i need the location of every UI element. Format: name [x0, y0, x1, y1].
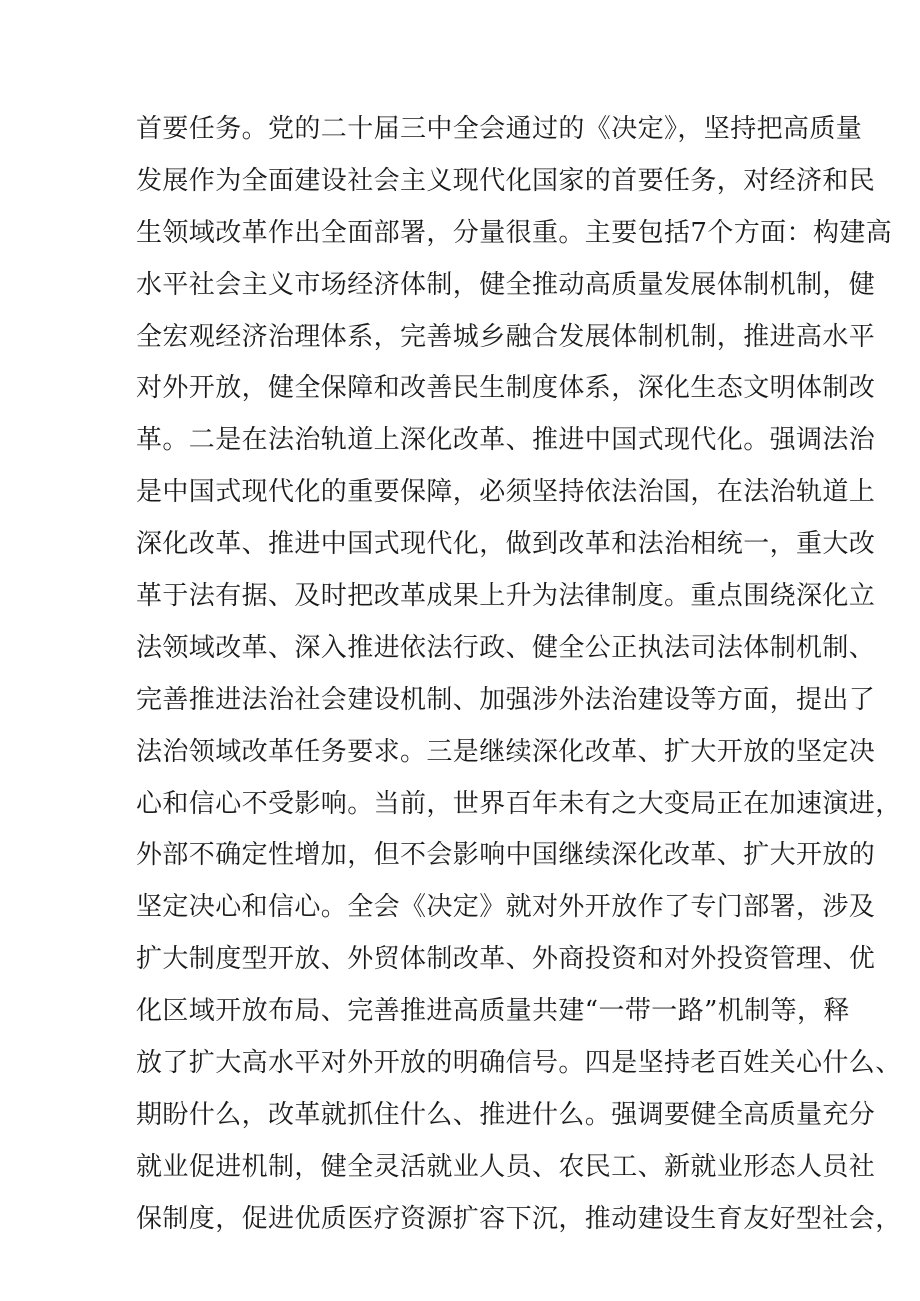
- text-line: 全宏观经济治理体系，完善城乡融合发展体制机制，推进高水平: [136, 321, 876, 352]
- text-line: 心和信心不受影响。当前，世界百年未有之大变局正在加速演进，: [136, 788, 902, 819]
- text-line: 是中国式现代化的重要保障，必须坚持依法治国，在法治轨道上: [136, 477, 876, 508]
- text-line: 革。二是在法治轨道上深化改革、推进中国式现代化。强调法治: [136, 425, 876, 456]
- text-line: 生领域改革作出全面部署，分量很重。主要包括7个方面：构建高: [136, 217, 893, 248]
- text-line: 完善推进法治社会建设机制、加强涉外法治建设等方面，提出了: [136, 684, 876, 715]
- text-line: 革于法有据、及时把改革成果上升为法律制度。重点围绕深化立: [136, 581, 876, 612]
- text-line: 首要任务。党的二十届三中全会通过的《决定》，坚持把高质量: [136, 114, 863, 144]
- text-line: 外部不确定性增加，但不会影响中国继续深化改革、扩大开放的: [136, 840, 876, 871]
- text-line: 发展作为全面建设社会主义现代化国家的首要任务，对经济和民: [136, 165, 876, 196]
- body-paragraph: [136, 104, 902, 1246]
- text-line: 扩大制度型开放、外贸体制改革、外商投资和对外投资管理、优: [136, 944, 876, 975]
- text-line: 水平社会主义市场经济体制，健全推动高质量发展体制机制，健: [136, 269, 876, 300]
- text-line: 法领域改革、深入推进依法行政、健全公正执法司法体制机制、: [136, 632, 876, 663]
- text-line: 对外开放，健全保障和改善民生制度体系，深化生态文明体制改: [136, 373, 876, 404]
- text-line: 法治领域改革任务要求。三是继续深化改革、扩大开放的坚定决: [136, 736, 876, 767]
- text-line: 坚定决心和信心。全会《决定》就对外开放作了专门部署，涉及: [136, 892, 876, 923]
- text-line: 就业促进机制，健全灵活就业人员、农民工、新就业形态人员社: [136, 1151, 876, 1182]
- text-line: 期盼什么，改革就抓住什么、推进什么。强调要健全高质量充分: [136, 1099, 876, 1130]
- text-line: 深化改革、推进中国式现代化，做到改革和法治相统一，重大改: [136, 529, 876, 560]
- text-line: 化区域开放布局、完善推进高质量共建“一带一路”机制等，释: [136, 996, 850, 1027]
- text-line: 放了扩大高水平对外开放的明确信号。四是坚持老百姓关心什么、: [136, 1048, 902, 1079]
- text-line: 保制度，促进优质医疗资源扩容下沉，推动建设生育友好型社会，: [136, 1203, 902, 1234]
